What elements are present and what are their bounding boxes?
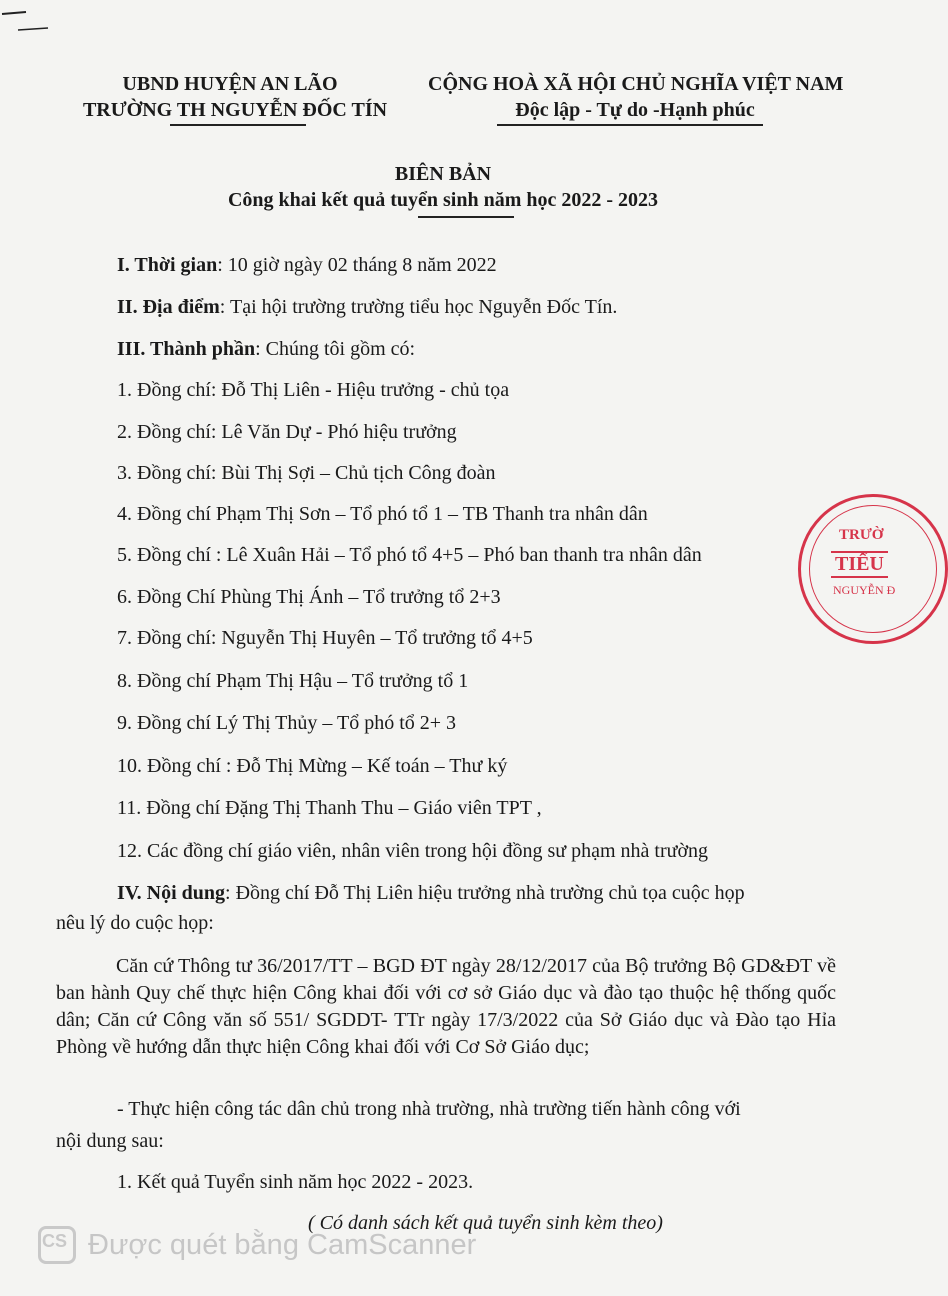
section-members — [117, 338, 415, 361]
header-right-line1: CỘNG HOÀ XÃ HỘI CHỦ NGHĨA VIỆT NAM — [428, 73, 844, 95]
document-subtitle: Công khai kết quả tuyển sinh năm học 2022 - 2023 — [227, 189, 659, 211]
member-item: 1. Đồng chí: Đỗ Thị Liên - Hiệu trưởng - chủ tọa — [117, 379, 510, 401]
seal-text-mid: TIỂU — [831, 551, 888, 578]
result-item: 1. Kết quả Tuyển sinh năm học 2022 - 2023. — [117, 1171, 474, 1193]
document-title: BIÊN BẢN — [394, 163, 492, 185]
header-right-underline — [497, 124, 763, 126]
section-content — [117, 882, 745, 905]
section-content-continuation: nêu lý do cuộc họp: — [56, 912, 214, 934]
section-place-label: II. Địa điểm — [117, 296, 220, 318]
section-place-value: : Tại hội trường trường tiểu học Nguyễn Đốc Tín. — [219, 296, 618, 318]
camscanner-watermark: Được quét bằng CamScanner — [88, 1229, 477, 1261]
member-item: 7. Đồng chí: Nguyễn Thị Huyên – Tổ trưởng tổ 4+5 — [117, 627, 533, 649]
body-paragraph-implementation: - Thực hiện công tác dân chủ trong nhà trường, nhà trường tiến hành công với — [117, 1098, 741, 1120]
member-item: 3. Đồng chí: Bùi Thị Sợi – Chủ tịch Công đoàn — [117, 462, 496, 484]
header-left-line2: TRƯỜNG TH NGUYỄN ĐỐC TÍN — [82, 99, 388, 121]
official-seal-icon — [798, 494, 948, 644]
body-paragraph-implementation-cont: nội dung sau: — [56, 1130, 164, 1152]
header-left-line1: UBND HUYỆN AN LÃO — [122, 73, 338, 95]
seal-text-top: TRƯỜ — [839, 527, 884, 543]
section-time-value: : 10 giờ ngày 02 tháng 8 năm 2022 — [217, 254, 497, 276]
member-item: 8. Đồng chí Phạm Thị Hậu – Tổ trưởng tổ 1 — [117, 670, 469, 692]
member-item: 5. Đồng chí : Lê Xuân Hải – Tổ phó tổ 4+5 – Phó ban thanh tra nhân dân — [117, 544, 702, 566]
member-item: 2. Đồng chí: Lê Văn Dự - Phó hiệu trưởng — [117, 421, 457, 443]
member-item: 6. Đồng Chí Phùng Thị Ánh – Tổ trưởng tổ 2+3 — [117, 586, 501, 608]
header-left-underline — [170, 124, 306, 126]
body-paragraph-basis: Căn cứ Thông tư 36/2017/TT – BGD ĐT ngày 28/12/2017 của Bộ trưởng Bộ GD&ĐT về ban hành Quy chế thực hiện Công khai đối với cơ sở Giáo dục và đào tạo thuộc hệ thống quốc dân; Căn cứ Công văn số 551/ SGDDT- TTr ngày 17/3/2022 của Sở Giáo dục và Đào tạo Hỉa Phòng về hướng dẫn thực hiện Công khai đối với Cơ Sở Giáo dục; — [56, 955, 836, 1058]
attachment-note: ( Có danh sách kết quả tuyển sinh kèm theo) — [308, 1212, 663, 1234]
member-item: 10. Đồng chí : Đỗ Thị Mừng – Kế toán – Thư ký — [117, 755, 508, 777]
member-item: 9. Đồng chí Lý Thị Thủy – Tổ phó tổ 2+ 3 — [117, 712, 457, 734]
section-place — [117, 296, 617, 319]
title-underline — [418, 216, 514, 218]
section-members-value: : Chúng tôi gồm có: — [255, 338, 416, 360]
section-content-value: : Đồng chí Đỗ Thị Liên hiệu trưởng nhà trường chủ tọa cuộc họp — [225, 882, 745, 904]
camscanner-logo-text: CS — [42, 1231, 68, 1251]
section-time-label: I. Thời gian — [117, 254, 218, 276]
member-item: 11. Đồng chí Đặng Thị Thanh Thu – Giáo viên TPT , — [117, 797, 542, 819]
section-members-label: III. Thành phần — [117, 338, 256, 360]
section-content-label: IV. Nội dung — [117, 882, 226, 904]
corner-mark-icon — [0, 0, 60, 40]
seal-text-bottom: NGUYỄN Đ — [833, 583, 896, 597]
member-item: 4. Đồng chí Phạm Thị Sơn – Tổ phó tổ 1 – TB Thanh tra nhân dân — [117, 503, 648, 525]
header-right-line2: Độc lập - Tự do -Hạnh phúc — [515, 99, 755, 121]
member-item: 12. Các đồng chí giáo viên, nhân viên trong hội đồng sư phạm nhà trường — [117, 840, 709, 862]
section-time — [117, 254, 497, 277]
